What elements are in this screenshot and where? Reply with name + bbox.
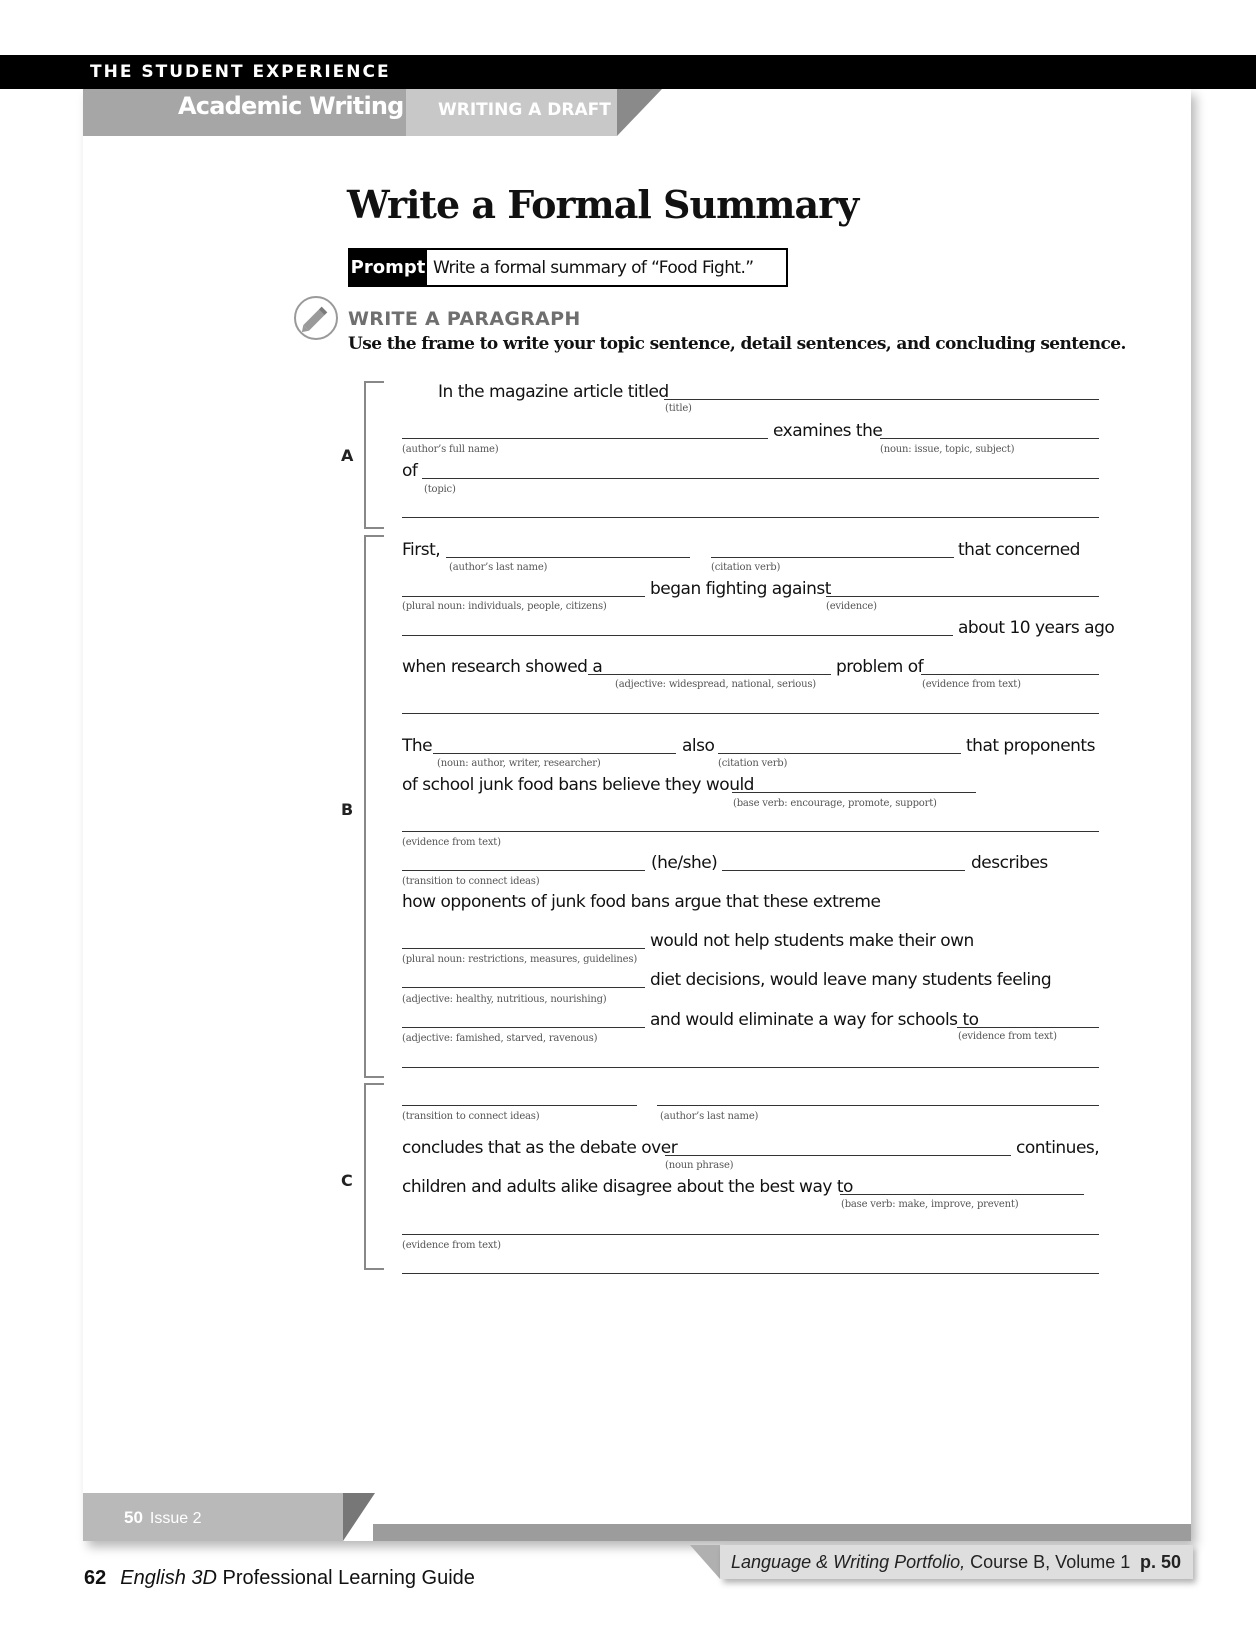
frame-text: describes (971, 853, 1048, 873)
blank-line[interactable] (402, 596, 645, 597)
issue-corner-decoration (343, 1493, 375, 1541)
frame-text: concludes that as the debate over (402, 1138, 678, 1158)
blank-line[interactable] (402, 1234, 1099, 1235)
bracket-b (364, 535, 384, 1078)
blank-line[interactable] (402, 713, 1099, 714)
prompt-label: Prompt (349, 249, 427, 286)
section-tab-label: Academic Writing (178, 92, 404, 120)
hint-text: (plural noun: individuals, people, citizens) (402, 601, 607, 612)
frame-text: children and adults alike disagree about the best way to (402, 1177, 853, 1197)
portfolio-reference (731, 1552, 1130, 1573)
blank-line[interactable] (446, 557, 690, 558)
frame-text: also (682, 736, 715, 756)
frame-text: about 10 years ago (958, 618, 1115, 638)
blank-line[interactable] (433, 753, 676, 754)
frame-text: First, (402, 540, 441, 560)
hint-text: (adjective: healthy, nutritious, nourishing) (402, 994, 607, 1005)
hint-text: (citation verb) (711, 562, 781, 573)
frame-text: problem of (836, 657, 924, 677)
blank-line[interactable] (402, 948, 645, 949)
hint-text: (author’s full name) (402, 444, 499, 455)
paragraph-heading: WRITE A PARAGRAPH (348, 308, 581, 330)
blank-line[interactable] (718, 753, 961, 754)
frame-text: of school junk food bans believe they would (402, 775, 754, 795)
frame-text: In the magazine article titled (438, 382, 669, 402)
portfolio-page-number: p. 50 (1140, 1552, 1182, 1572)
frame-text: when research showed a (402, 657, 603, 677)
hint-text: (evidence from text) (958, 1031, 1057, 1042)
blank-line[interactable] (402, 987, 645, 988)
blank-line[interactable] (402, 635, 953, 636)
frame-text: that proponents (966, 736, 1095, 756)
hint-text: (author’s last name) (660, 1111, 759, 1122)
blank-line[interactable] (588, 674, 831, 675)
blank-line[interactable] (402, 1105, 637, 1106)
portfolio-course: Course B, Volume 1 (965, 1552, 1131, 1572)
hint-text: (evidence) (826, 601, 877, 612)
hint-text: (evidence from text) (402, 837, 501, 848)
blank-line[interactable] (957, 1027, 1099, 1028)
page-title: Write a Formal Summary (347, 182, 859, 227)
blank-line[interactable] (664, 399, 1099, 400)
bracket-a (364, 381, 384, 529)
blank-line[interactable] (402, 1067, 1099, 1068)
blank-line[interactable] (402, 438, 768, 439)
hint-text: (evidence from text) (402, 1240, 501, 1251)
frame-text: (he/she) (651, 853, 718, 873)
hint-text: (noun: issue, topic, subject) (880, 444, 1015, 455)
blank-line[interactable] (711, 557, 954, 558)
guide-footer (84, 1567, 475, 1590)
frame-text: and would eliminate a way for schools to (650, 1010, 979, 1030)
blank-line[interactable] (402, 517, 1099, 518)
blank-line[interactable] (402, 870, 645, 871)
hint-text: (citation verb) (718, 758, 788, 769)
hint-text: (adjective: widespread, national, serious) (615, 679, 816, 690)
hint-text: (topic) (424, 484, 456, 495)
hint-text: (base verb: make, improve, prevent) (841, 1199, 1019, 1210)
portfolio-page (83, 89, 1191, 1541)
blank-line[interactable] (921, 674, 1099, 675)
frame-text: The (402, 736, 433, 756)
frame-text: of (402, 461, 418, 481)
issue-box (83, 1493, 343, 1541)
guide-title: Professional Learning Guide (216, 1567, 475, 1589)
bracket-c (364, 1083, 384, 1270)
guide-page-number: 62 (84, 1567, 107, 1589)
footer-corner-decoration (690, 1545, 720, 1579)
issue-page-number: 50 (124, 1508, 143, 1527)
frame-text: continues, (1016, 1138, 1100, 1158)
blank-line[interactable] (826, 596, 1099, 597)
section-label-a: A (341, 446, 354, 465)
footer-band (373, 1524, 1191, 1541)
hint-text: (author’s last name) (449, 562, 548, 573)
blank-line[interactable] (840, 1194, 1084, 1195)
paragraph-instruction: Use the frame to write your topic sentence, detail sentences, and concluding sentence. (348, 334, 1126, 354)
hint-text: (noun: author, writer, researcher) (437, 758, 601, 769)
frame-text: how opponents of junk food bans argue that these extreme (402, 892, 881, 912)
hint-text: (noun phrase) (665, 1160, 734, 1171)
blank-line[interactable] (402, 831, 1099, 832)
guide-brand: English 3D (120, 1567, 217, 1589)
hint-text: (adjective: famished, starved, ravenous) (402, 1033, 598, 1044)
hint-text: (title) (665, 403, 692, 414)
blank-line[interactable] (880, 438, 1099, 439)
hint-text: (transition to connect ideas) (402, 876, 540, 887)
frame-text: that concerned (958, 540, 1080, 560)
blank-line[interactable] (665, 1155, 1011, 1156)
subsection-tab-label: WRITING A DRAFT (438, 100, 611, 120)
hint-text: (plural noun: restrictions, measures, guidelines) (402, 954, 638, 965)
pencil-icon (294, 296, 338, 340)
hint-text: (transition to connect ideas) (402, 1111, 540, 1122)
blank-line[interactable] (402, 1027, 645, 1028)
section-label-b: B (341, 800, 354, 819)
frame-text: examines the (773, 421, 883, 441)
blank-line[interactable] (722, 870, 965, 871)
portfolio-title: Language & Writing Portfolio, (731, 1552, 966, 1572)
prompt-text: Write a formal summary of “Food Fight.” (433, 258, 754, 278)
tab-corner-decoration (617, 89, 662, 136)
blank-line[interactable] (402, 1273, 1099, 1274)
frame-text: diet decisions, would leave many students feeling (650, 970, 1052, 990)
frame-text: would not help students make their own (650, 931, 974, 951)
blank-line[interactable] (422, 478, 1099, 479)
blank-line[interactable] (732, 792, 976, 793)
hint-text: (base verb: encourage, promote, support) (733, 798, 937, 809)
blank-line[interactable] (657, 1105, 1099, 1106)
issue-label (124, 1508, 202, 1528)
section-label-c: C (341, 1171, 353, 1190)
banner-title: THE STUDENT EXPERIENCE (90, 62, 391, 82)
hint-text: (evidence from text) (922, 679, 1021, 690)
frame-text: began fighting against (650, 579, 831, 599)
issue-name: Issue 2 (149, 1510, 202, 1527)
